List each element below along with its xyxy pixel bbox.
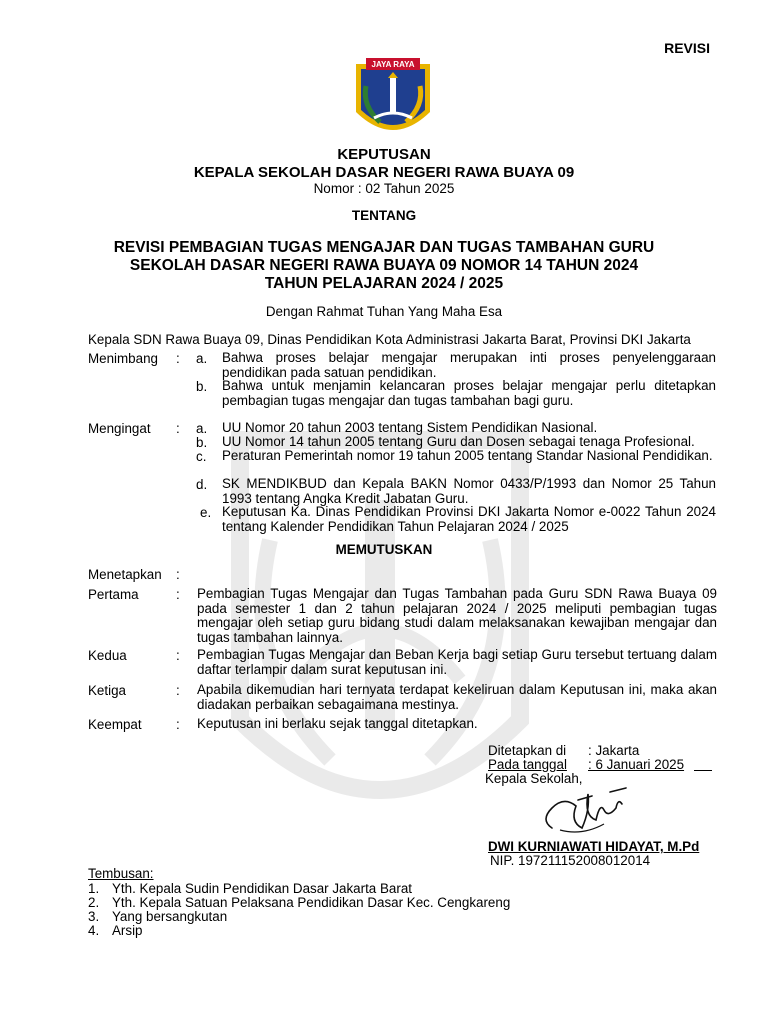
decree-number: Nomor : 02 Tahun 2025: [313, 181, 455, 196]
decision-label: Kedua: [88, 648, 127, 663]
decision-colon: :: [176, 648, 180, 663]
signature-scribble: [530, 780, 640, 840]
decision-label: Keempat: [88, 717, 142, 732]
menimbang-label: Menimbang: [88, 351, 158, 366]
tembusan-item: [88, 881, 412, 896]
signer-role: Kepala Sekolah,: [485, 771, 583, 786]
tembusan-num: 4.: [88, 923, 100, 938]
decision-text: Pembagian Tugas Mengajar dan Beban Kerja bagi setiap Guru tersebut tertuang dalam daftar terlampir dalam surat keputusan ini.: [197, 647, 717, 677]
revision-label: REVISI: [664, 40, 710, 56]
list-item-letter: e.: [200, 505, 212, 520]
signer-name: DWI KURNIAWATI HIDAYAT, M.Pd: [488, 839, 700, 854]
decision-label: Ketiga: [88, 683, 126, 698]
tembusan-text: Yth. Kepala Satuan Pelaksana Pendidikan Dasar Kec. Cengkareng: [112, 895, 511, 910]
tembusan-num: 1.: [88, 881, 100, 896]
ditetapkan-label: Ditetapkan di: [488, 743, 567, 758]
list-item-letter: d.: [196, 477, 208, 492]
subject-line-1: REVISI PEMBAGIAN TUGAS MENGAJAR DAN TUGAS TAMBAHAN GURU: [113, 239, 655, 256]
mengingat-item-d: SK MENDIKBUD dan Kepala BAKN Nomor 0433/P/1993 dan Nomor 25 Tahun 1993 tentang Angka Kredit Jabatan Guru.: [222, 476, 716, 506]
subject-line-3: TAHUN PELAJARAN 2024 / 2025: [264, 275, 504, 292]
tembusan-text: Yang bersangkutan: [112, 909, 228, 924]
tentang-heading: TENTANG: [351, 208, 417, 223]
mengingat-label: Mengingat: [88, 421, 151, 436]
decision-colon: :: [176, 717, 180, 732]
tembusan-text: Arsip: [112, 923, 143, 938]
decision-colon: :: [176, 683, 180, 698]
document-type: KEPUTUSAN: [337, 146, 431, 163]
list-item-letter: a.: [196, 351, 208, 366]
mengingat-item-c: Peraturan Pemerintah nomor 19 tahun 2005 tentang Standar Nasional Pendidikan.: [222, 448, 713, 463]
jaya-raya-logo: [352, 56, 434, 138]
signer-nip: NIP. 197211152008012014: [490, 853, 651, 868]
list-item-letter: c.: [196, 449, 207, 464]
decision-colon: :: [176, 587, 180, 602]
logo-text: JAYA RAYA: [371, 60, 415, 69]
authority-line: Kepala SDN Rawa Buaya 09, Dinas Pendidikan Kota Administrasi Jakarta Barat, Provinsi DKI Jakarta: [88, 332, 691, 347]
ditetapkan-value: : Jakarta: [588, 743, 640, 758]
tembusan-item: [88, 895, 511, 910]
mengingat-item-a: UU Nomor 20 tahun 2003 tentang Sistem Pendidikan Nasional.: [222, 420, 598, 435]
mengingat-colon: :: [176, 421, 180, 436]
menimbang-colon: :: [176, 351, 180, 366]
tembusan-text: Yth. Kepala Sudin Pendidikan Dasar Jakarta Barat: [112, 881, 412, 896]
memutuskan-heading: MEMUTUSKAN: [335, 542, 433, 557]
decision-colon: :: [176, 567, 180, 582]
tanggal-value: : 6 Januari 2025: [588, 757, 685, 772]
invocation: Dengan Rahmat Tuhan Yang Maha Esa: [265, 304, 503, 319]
menimbang-item-a: Bahwa proses belajar mengajar merupakan inti proses penyelenggaraan pendidikan pada satuan pendidikan.: [222, 350, 716, 380]
tembusan-item: [88, 923, 143, 938]
tembusan-num: 3.: [88, 909, 100, 924]
menimbang-item-b: Bahwa untuk menjamin kelancaran proses belajar mengajar perlu ditetapkan pembagian tugas mengajar dan tugas tambahan bagi guru.: [222, 378, 716, 408]
mengingat-item-e: Keputusan Ka. Dinas Pendidikan Provinsi DKI Jakarta Nomor e-0022 Tahun 2024 tentang Kalender Pendidikan Tahun Pelajaran 2024 / 2025: [222, 504, 716, 534]
tanggal-underline: [694, 770, 712, 771]
decision-label: Menetapkan: [88, 567, 162, 582]
mengingat-item-b: UU Nomor 14 tahun 2005 tentang Guru dan Dosen sebagai tenaga Profesional.: [222, 434, 695, 449]
list-item-letter: b.: [196, 435, 208, 450]
decision-label: Pertama: [88, 587, 139, 602]
decision-text: Apabila dikemudian hari ternyata terdapat kekeliruan dalam Keputusan ini, maka akan diadakan perbaikan sebagaimana mestinya.: [197, 682, 717, 712]
list-item-letter: a.: [196, 421, 208, 436]
decision-text: Keputusan ini berlaku sejak tanggal ditetapkan.: [197, 716, 478, 731]
decision-text: Pembagian Tugas Mengajar dan Tugas Tambahan pada Guru SDN Rawa Buaya 09 pada semester 1 dan 2 tahun pelajaran 2024 / 2025 meliputi pembagian tugas mengajar oleh setiap guru bidang studi dalam melaksanakan kewajiban mengajar dan tugas tambahan lainnya.: [197, 586, 717, 645]
tembusan-num: 2.: [88, 895, 100, 910]
tanggal-label: Pada tanggal: [488, 757, 567, 772]
tembusan-title: Tembusan:: [88, 866, 154, 881]
subject-line-2: SEKOLAH DASAR NEGERI RAWA BUAYA 09 NOMOR 14 TAHUN 2024: [129, 257, 639, 274]
institution-name: KEPALA SEKOLAH DASAR NEGERI RAWA BUAYA 09: [193, 164, 575, 181]
list-item-letter: b.: [196, 379, 208, 394]
tembusan-item: [88, 909, 228, 924]
